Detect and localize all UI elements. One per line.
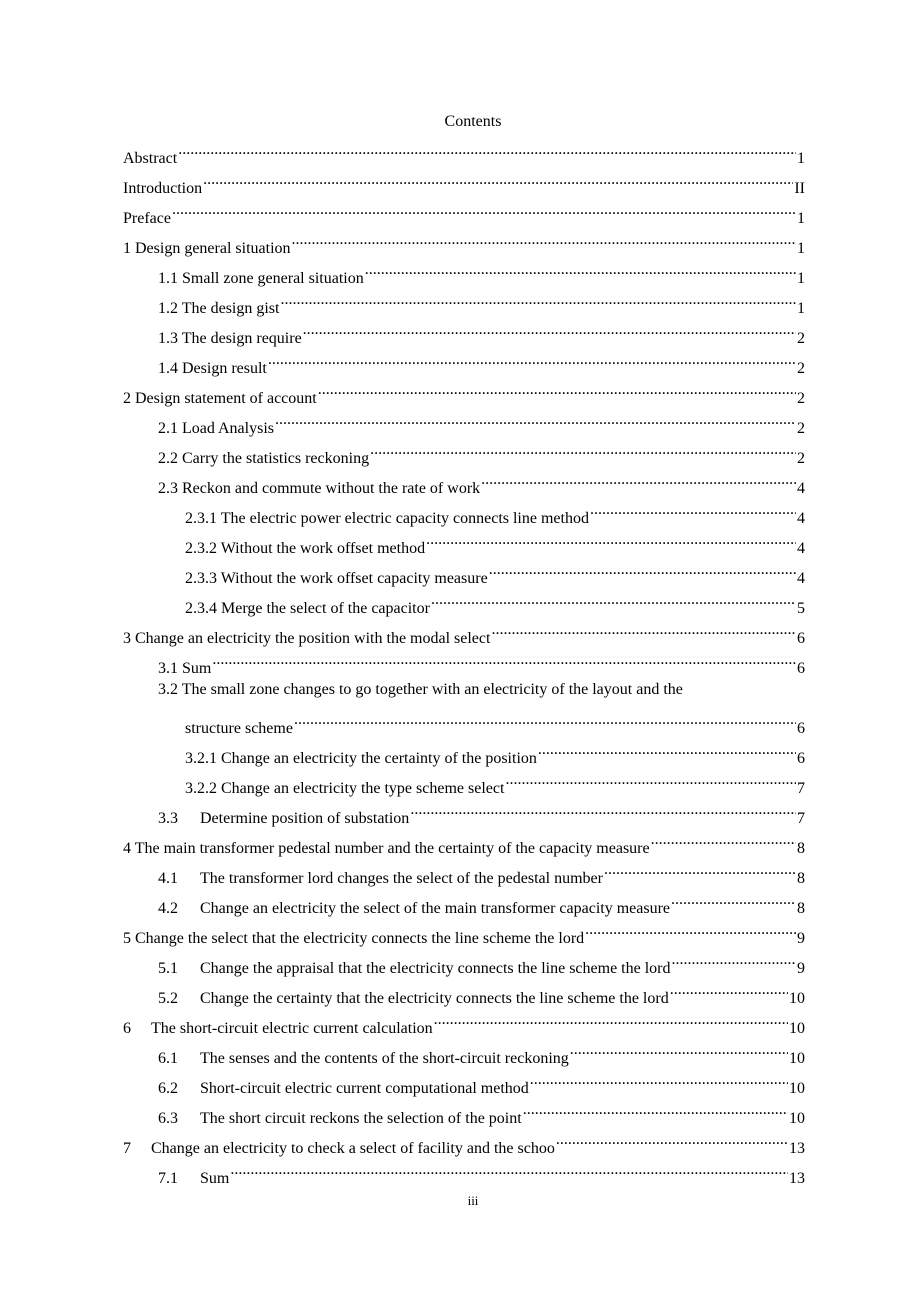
- toc-entry[interactable]: 2.3.1 The electric power electric capacity connects line method ..... 4: [185, 497, 805, 523]
- toc-entry-line1[interactable]: 3.2 The small zone changes to go together with an electricity of the layout and the: [158, 681, 683, 698]
- toc-entry[interactable]: 2.2 Carry the statistics reckoning ..... 2: [158, 437, 805, 463]
- toc-entry[interactable]: 6 The short-circuit electric current calculation ..... 10: [123, 1007, 805, 1033]
- toc-entry[interactable]: 3 Change an electricity the position with the modal select ..... 6: [123, 617, 805, 643]
- toc-entry[interactable]: 3.2.1 Change an electricity the certainty of the position ..... 6: [185, 737, 805, 763]
- toc-entry[interactable]: 4 The main transformer pedestal number and the certainty of the capacity measure ..... 8: [123, 827, 805, 853]
- toc-entry[interactable]: 3.2.2 Change an electricity the type scheme select ..... 7: [185, 767, 805, 793]
- toc-entry[interactable]: 6.3 The short circuit reckons the selection of the point ..... 10: [158, 1097, 805, 1123]
- toc-entry[interactable]: 2.3.3 Without the work offset capacity measure ..... 4: [185, 557, 805, 583]
- page-number-footer: iii: [467, 1193, 479, 1208]
- toc-entry[interactable]: 1.4 Design result ..... 2: [158, 347, 805, 373]
- contents-title: Contents: [444, 113, 502, 130]
- toc-entry[interactable]: 3.1 Sum ..... 6: [158, 647, 805, 673]
- toc-entry[interactable]: Preface ..... 1: [123, 197, 805, 223]
- toc-entry[interactable]: 6.2 Short-circuit electric current computational method ..... 10: [158, 1067, 805, 1093]
- toc-entry[interactable]: 2 Design statement of account ..... 2: [123, 377, 805, 403]
- toc-entry[interactable]: 6.1 The senses and the contents of the short-circuit reckoning ..... 10: [158, 1037, 805, 1063]
- toc-entry[interactable]: 5.2 Change the certainty that the electricity connects the line scheme the lord ..... 10: [158, 977, 805, 1003]
- toc-entry[interactable]: 4.2 Change an electricity the select of the main transformer capacity measure ..... 8: [158, 887, 805, 913]
- toc-entry[interactable]: 1.2 The design gist ..... 1: [158, 287, 805, 313]
- toc-entry[interactable]: Abstract ..... 1: [123, 137, 805, 163]
- toc-entry[interactable]: 1.1 Small zone general situation ..... 1: [158, 257, 805, 283]
- toc-entry[interactable]: 7.1 Sum ..... 13: [158, 1157, 805, 1183]
- toc-entry[interactable]: 3.3 Determine position of substation ..... 7: [158, 797, 805, 823]
- toc-entry[interactable]: Introduction ..... II: [123, 167, 805, 193]
- toc-entry[interactable]: 2.3.4 Merge the select of the capacitor ..... 5: [185, 587, 805, 613]
- toc-entry[interactable]: 1 Design general situation ..... 1: [123, 227, 805, 253]
- toc-entry[interactable]: 2.1 Load Analysis ..... 2: [158, 407, 805, 433]
- toc-entry[interactable]: 2.3 Reckon and commute without the rate of work ..... 4: [158, 467, 805, 493]
- toc-entry[interactable]: 5.1 Change the appraisal that the electricity connects the line scheme the lord ..... 9: [158, 947, 805, 973]
- toc-entry[interactable]: 7 Change an electricity to check a select of facility and the schoo ..... 13: [123, 1127, 805, 1153]
- toc-entry[interactable]: 1.3 The design require ..... 2: [158, 317, 805, 343]
- toc-entry-line2[interactable]: structure scheme ..... 6: [185, 707, 805, 733]
- toc-entry[interactable]: 5 Change the select that the electricity connects the line scheme the lord ..... 9: [123, 917, 805, 943]
- toc-entry[interactable]: 4.1 The transformer lord changes the select of the pedestal number ..... 8: [158, 857, 805, 883]
- toc-entry[interactable]: 2.3.2 Without the work offset method ..... 4: [185, 527, 805, 553]
